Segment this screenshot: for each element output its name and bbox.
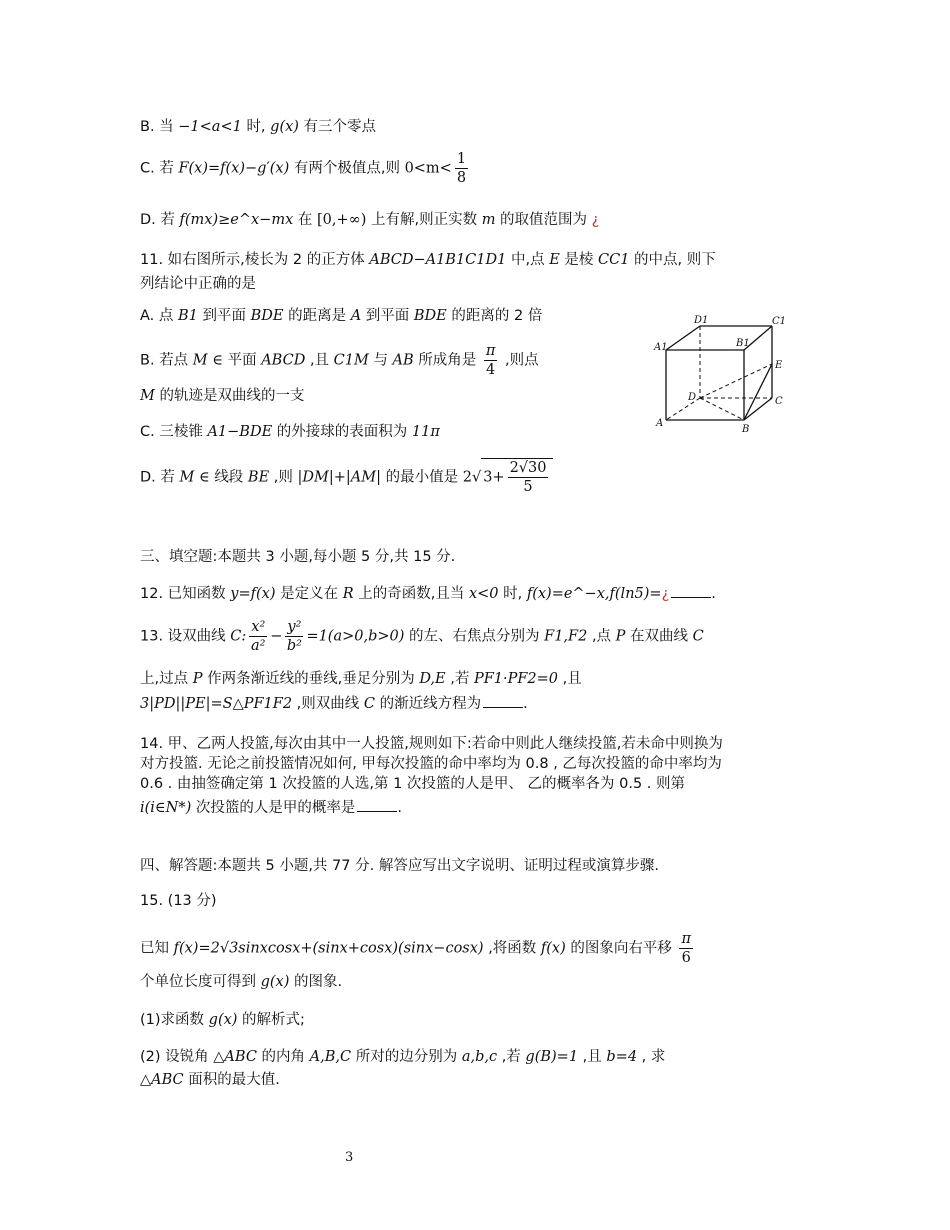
q10-option-b: B. 当 −1<a<1 时, g(x) 有三个零点	[140, 119, 377, 135]
label-a: A	[656, 418, 664, 429]
q11-stem-line2: 列结论中正确的是	[140, 276, 256, 292]
q14-line1: 14. 甲、乙两人投篮,每次由其中一人投篮,规则如下:若命中则此人继续投篮,若未命中则换为	[140, 736, 723, 752]
q15-part2-line2: △ABC 面积的最大值.	[140, 1072, 280, 1088]
q11-stem-line1: 11. 如右图所示,棱长为 2 的正方体 ABCD−A1B1C1D1 中,点 E 是棱 CC1 的中点, 则下	[140, 252, 716, 268]
q11-option-c: C. 三棱锥 A1−BDE 的外接球的表面积为 11π	[140, 424, 440, 440]
q15-stem-line1: 已知 f(x)=2√3sinxcosx+(sinx+cosx)(sinx−cosx) ,将函数 f(x) 的图象向右平移 $\frac{\pi}{6}$	[140, 931, 692, 966]
cube-figure	[652, 312, 792, 442]
answer-blank	[357, 799, 397, 812]
fraction: $\frac{\pi}{4}$	[485, 343, 496, 378]
q15-part1: (1)求函数 g(x) 的解析式;	[140, 1012, 305, 1028]
q13-line2: 上,过点 P 作两条渐近线的垂线,垂足分别为 D,E ,若 PF1·PF2=0 ,且	[140, 671, 582, 687]
fraction: $\frac{\text{x²}}{\text{a²}}$	[251, 619, 266, 654]
section-4-heading: 四、解答题:本题共 5 小题,共 77 分. 解答应写出文字说明、证明过程或演算步骤.	[140, 858, 659, 874]
q13-line1: 13. 设双曲线 C: $\frac{\text{x²}}{\text{a²}}$ − $\frac{\text{y²}}{\text{b²}}$ =1(a>0,b>0) 的左、右焦点分别为 F1,F2 ,点 P 在双曲线 C	[140, 619, 704, 654]
fraction: $\frac{1}{8}$	[456, 151, 467, 186]
section-3-heading: 三、填空题:本题共 3 小题,每小题 5 分,共 15 分.	[140, 549, 456, 565]
label-e: E	[775, 360, 783, 371]
q14-line3: 0.6 . 由抽签确定第 1 次投篮的人选,第 1 次投篮的人是甲、 乙的概率各为 0.5 . 则第	[140, 776, 686, 792]
q14-line4: i(i∈N*) 次投篮的人是甲的概率是 .	[140, 800, 402, 816]
fraction: $\frac{\text{y²}}{\text{b²}}$	[286, 619, 302, 654]
fraction: $\frac{\pi}{6}$	[681, 931, 692, 966]
fraction: $\frac{2√30}{5}$	[509, 460, 547, 495]
q10-option-c: C. 若 F(x)=f(x)−g′(x) 有两个极值点,则 0<m< $\frac{1}{8}$	[140, 151, 467, 186]
q11-option-b-line2: M 的轨迹是双曲线的一支	[140, 388, 305, 404]
q14-line2: 对方投篮. 无论之前投篮情况如何, 甲每次投篮的命中率均为 0.8 , 乙每次投篮的命中率均为	[140, 756, 722, 772]
label-c: C	[775, 396, 783, 407]
label-d1: D1	[694, 315, 709, 326]
page-number: 3	[345, 1150, 354, 1165]
label-d: D	[688, 392, 697, 403]
answer-blank	[483, 695, 523, 708]
q15-heading: 15. (13 分)	[140, 893, 217, 909]
q15-part2-line1: (2) 设锐角 △ABC 的内角 A,B,C 所对的边分别为 a,b,c ,若 g(B)=1 ,且 b=4 , 求	[140, 1049, 666, 1065]
label-a1: A1	[654, 342, 668, 353]
answer-blank	[671, 585, 711, 598]
q11-option-d: D. 若 M ∈ 线段 BE ,则 |DM|+|AM| 的最小值是 2√ 3+ $\frac{2√30}{5}$	[140, 458, 553, 496]
q11-option-b-line1: B. 若点 M ∈ 平面 ABCD ,且 C1M 与 AB 所成角是 $\frac{\pi}{4}$ ,则点	[140, 343, 539, 378]
label-c1: C1	[772, 316, 787, 327]
label-b: B	[742, 424, 750, 435]
label-b1: B1	[736, 338, 750, 349]
q11-option-a: A. 点 B1 到平面 BDE 的距离是 A 到平面 BDE 的距离的 2 倍	[140, 308, 543, 324]
q13-line3: 3|PD||PE|=S△PF1F2 ,则双曲线 C 的渐近线方程为 .	[140, 696, 528, 712]
q10-option-d: D. 若 f(mx)≥e^x−mx 在 [0,+∞) 上有解,则正实数 m 的取值范围为 ¿	[140, 212, 600, 228]
q15-stem-line2: 个单位长度可得到 g(x) 的图象.	[140, 974, 343, 990]
q12: 12. 已知函数 y=f(x) 是定义在 R 上的奇函数,且当 x<0 时, f(x)=e^−x,f(ln5)=¿ .	[140, 586, 716, 602]
